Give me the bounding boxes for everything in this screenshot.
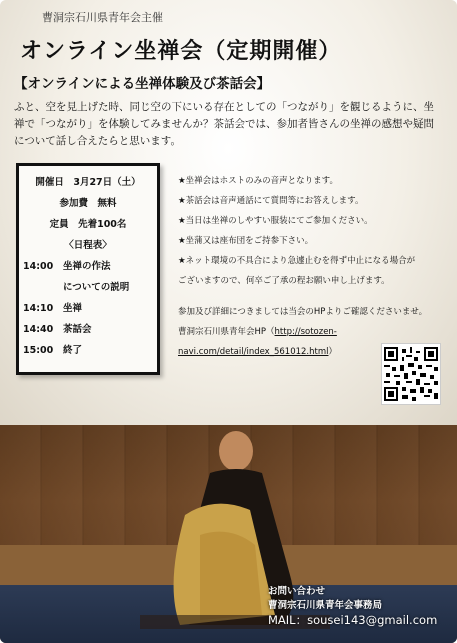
footer-office: 曹洞宗石川県青年会事務局 bbox=[268, 600, 383, 611]
hp-close: ） bbox=[328, 347, 337, 357]
footer-mail[interactable]: MAIL：sousei143@gmail.com bbox=[268, 613, 438, 627]
page-title: オンライン坐禅会（定期開催） bbox=[20, 39, 342, 64]
event-capacity: 定員 先着100名 bbox=[49, 219, 127, 230]
contact-line: 参加及び詳細につきましては当会のHPよりご確認くださいませ。 bbox=[178, 307, 428, 317]
note-item: ★茶話会は音声通話にて質問等にお答えします。 bbox=[178, 196, 364, 206]
hp-link-cont[interactable]: navi.com/detail/index_561012.html bbox=[178, 347, 329, 357]
schedule-item: 終了 bbox=[63, 345, 83, 356]
notes-list bbox=[178, 171, 448, 291]
info-box bbox=[16, 163, 160, 375]
schedule-header: 〈日程表〉 bbox=[64, 240, 112, 251]
schedule-item: についての説明 bbox=[63, 282, 130, 293]
schedule-row bbox=[23, 256, 153, 277]
hp-label: 曹洞宗石川県青年会HP（ bbox=[178, 327, 275, 337]
schedule-time bbox=[23, 277, 63, 298]
schedule-item: 坐禅 bbox=[63, 303, 83, 314]
schedule-row bbox=[23, 277, 153, 298]
subtitle: 【オンラインによる坐禅体験及び茶話会】 bbox=[14, 76, 271, 92]
contact-line bbox=[178, 322, 448, 342]
schedule-item: 茶話会 bbox=[63, 324, 92, 335]
schedule-row bbox=[23, 319, 153, 340]
footer-contact bbox=[268, 585, 437, 627]
event-fee: 参加費 無料 bbox=[59, 198, 117, 209]
event-date: 開催日 3月27日（土） bbox=[35, 177, 141, 188]
note-item: ★坐禅会はホストのみの音声となります。 bbox=[178, 176, 338, 186]
schedule-time: 14:40 bbox=[23, 324, 54, 335]
footer-label: お問い合わせ bbox=[268, 586, 326, 597]
schedule-row bbox=[23, 298, 153, 319]
schedule-row bbox=[23, 340, 153, 361]
hp-link[interactable]: http://sotozen- bbox=[274, 327, 337, 337]
note-item: ★坐蒲又は座布団をご持参下さい。 bbox=[178, 236, 314, 246]
schedule-time: 15:00 bbox=[23, 345, 54, 356]
intro-paragraph: ふと、空を見上げた時、同じ空の下にいる存在としての「つながり」を観じるように、坐禅で「つながり」を体験してみませんか？茶話会では、参加者皆さんの坐禅の感想や疑問について話し合えたらと思います。 bbox=[14, 101, 434, 147]
schedule-time: 14:00 bbox=[23, 261, 54, 272]
note-item: ございますので、何卒ご了承の程お願い申し上げます。 bbox=[178, 276, 390, 286]
schedule-item: 坐禅の作法 bbox=[63, 261, 111, 272]
note-item: ★ネット環境の不具合により急遽止むを得ず中止になる場合が bbox=[178, 256, 416, 266]
organizer-text: 曹洞宗石川県青年会主催 bbox=[42, 11, 163, 24]
qr-code-icon[interactable] bbox=[381, 343, 441, 405]
schedule-time: 14:10 bbox=[23, 303, 54, 314]
note-item: ★当日は坐禅のしやすい服装にてご参加ください。 bbox=[178, 216, 373, 226]
